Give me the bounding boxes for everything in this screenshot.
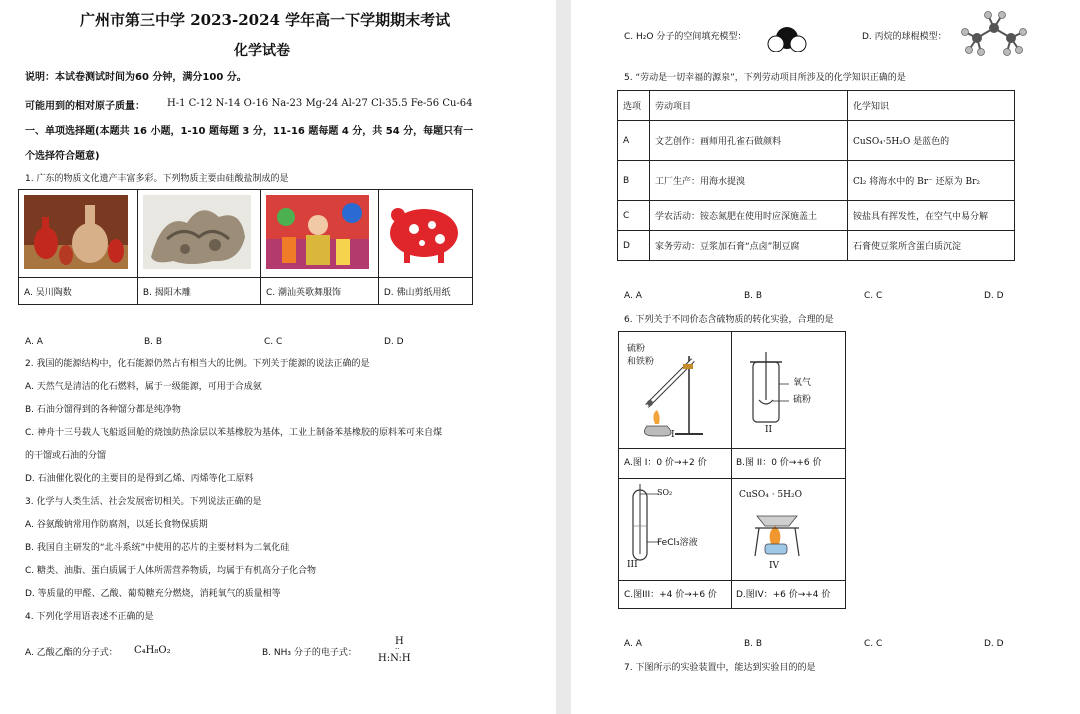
q6-answer-c: C. C bbox=[864, 639, 883, 649]
atomic-mass-values: H-1 C-12 N-14 O-16 Na-23 Mg-24 Al-27 Cl-35.5 Fe-56 Cu-64 bbox=[167, 98, 473, 109]
q2-option-b: B. 石油分馏得到的各种馏分都是纯净物 bbox=[25, 405, 181, 415]
q4-option-a-label: A. 乙酸乙酯的分子式： bbox=[25, 648, 118, 658]
q6-caption-d: D.图IV：+6 价→+4 价 bbox=[736, 590, 831, 600]
q5-answer-b: B. B bbox=[744, 291, 763, 301]
q3-option-c: C. 糖类、油脂、蛋白质属于人体所需营养物质，均属于有机高分子化合物 bbox=[25, 566, 317, 576]
q6-answer-b: B. B bbox=[744, 639, 763, 649]
question-6-figure-grid bbox=[618, 331, 846, 609]
question-5-stem: 5. “劳动是一切幸福的源泉”，下列劳动项目所涉及的化学知识正确的是 bbox=[624, 73, 906, 83]
exam-note: 说明：本试卷测试时间为60 分钟，满分100 分。 bbox=[25, 72, 247, 83]
q1-image-cell-d bbox=[378, 190, 472, 278]
question-1-stem: 1. 广东的物质文化遗产丰富多彩。下列物质主要由硅酸盐制成的是 bbox=[25, 174, 289, 184]
fig2-oxygen-label: 氧气 bbox=[793, 378, 812, 388]
question-6-stem: 6. 下列关于不同价态含硫物质的转化实验，合理的是 bbox=[624, 315, 834, 325]
papercut-image bbox=[384, 195, 464, 269]
q4-electron-formula-top: H bbox=[395, 636, 404, 647]
q1-option-d: D. 佛山剪纸用纸 bbox=[378, 278, 472, 305]
q5-row-b-labor: 工厂生产：用海水提溴 bbox=[650, 161, 848, 201]
q2-option-a: A. 天然气是清洁的化石燃料，属于一级能源，可用于合成氨 bbox=[25, 382, 262, 392]
q4-option-d-label: D. 丙烷的球棍模型： bbox=[862, 32, 947, 42]
q1-option-c: C. 潮汕英歌舞服饰 bbox=[260, 278, 378, 305]
q6-caption-b: B.图 II：0 价→+6 价 bbox=[736, 458, 822, 468]
q5-row-b-knowledge: Cl₂ 将海水中的 Br⁻ 还原为 Br₂ bbox=[848, 161, 1015, 201]
q1-image-cell-c bbox=[260, 190, 378, 278]
q5-row-c bbox=[618, 201, 1015, 231]
q1-option-b: B. 揭阳木雕 bbox=[137, 278, 260, 305]
fig3-gas-label: SO₂ bbox=[657, 488, 673, 497]
question-1-image-table bbox=[18, 189, 473, 305]
fig2-number: II bbox=[765, 425, 773, 435]
q6-answer-d: D. D bbox=[984, 639, 1004, 649]
q5-row-b bbox=[618, 161, 1015, 201]
question-4-stem: 4. 下列化学用语表述不正确的是 bbox=[25, 612, 154, 622]
q2-option-d: D. 石油催化裂化的主要目的是得到乙烯、丙烯等化工原料 bbox=[25, 474, 254, 484]
fig1-number: I bbox=[671, 430, 675, 440]
q5-row-c-knowledge: 铵盐具有挥发性，在空气中易分解 bbox=[848, 201, 1015, 231]
question-3-stem: 3. 化学与人类生活、社会发展密切相关。下列说法正确的是 bbox=[25, 497, 262, 507]
fig2-gas-jar-apparatus bbox=[745, 352, 795, 428]
q1-image-cell-a bbox=[19, 190, 138, 278]
pottery-image bbox=[24, 195, 128, 269]
propane-ball-stick-model bbox=[959, 10, 1029, 62]
question-2-stem: 2. 我国的能源结构中，化石能源仍然占有相当大的比例。下列关于能源的说法正确的是 bbox=[25, 359, 370, 369]
fig3-solution-label: FeCl₃溶液 bbox=[657, 538, 698, 548]
section-heading-cont: 个选择符合题意) bbox=[25, 151, 100, 162]
q4-option-c-label: C. H₂O 分子的空间填充模型： bbox=[624, 32, 747, 42]
q5-row-a-letter: A bbox=[618, 121, 650, 161]
q5-row-c-letter: C bbox=[618, 201, 650, 231]
q5-row-d-knowledge: 石膏使豆浆所含蛋白质沉淀 bbox=[848, 231, 1015, 261]
question-5-table bbox=[617, 90, 1015, 261]
fig4-crucible-heating-apparatus bbox=[749, 504, 805, 560]
fig1-label-2: 和铁粉 bbox=[627, 357, 655, 367]
q5-row-a-labor: 文艺创作：画师用孔雀石做颜料 bbox=[650, 121, 848, 161]
q5-header-option: 选项 bbox=[618, 91, 650, 121]
fig1-label-1: 硫粉 bbox=[627, 344, 646, 354]
q5-header-labor: 劳动项目 bbox=[650, 91, 848, 121]
water-space-filling-model bbox=[767, 22, 807, 52]
q5-row-d-letter: D bbox=[618, 231, 650, 261]
q2-option-c: C. 神舟十三号载人飞船返回舱的烧蚀防热涂层以苯基橡胶为基体，工业上制备苯基橡胶的原料苯可来自煤 bbox=[25, 428, 443, 438]
q5-row-c-labor: 学农活动：铵态氮肥在使用时应深施盖土 bbox=[650, 201, 848, 231]
q1-image-cell-b bbox=[137, 190, 260, 278]
q6-caption-c: C.图III：+4 价→+6 价 bbox=[624, 590, 717, 600]
q4-option-a-formula: C₄H₈O₂ bbox=[134, 645, 171, 656]
exam-title: 广州市第三中学 2023-2024 学年高一下学期期末考试 bbox=[80, 11, 451, 29]
q5-answer-d: D. D bbox=[984, 291, 1004, 301]
q4-option-b-label: B. NH₃ 分子的电子式： bbox=[262, 648, 357, 658]
q4-electron-formula-dots: ·· bbox=[395, 645, 400, 653]
q1-answer-c: C. C bbox=[264, 337, 283, 347]
q1-answer-a: A. A bbox=[25, 337, 43, 347]
q5-row-d bbox=[618, 231, 1015, 261]
fig4-label: CuSO₄ · 5H₂O bbox=[739, 490, 802, 500]
right-page bbox=[571, 0, 1080, 714]
fig2-sulfur-label: 硫粉 bbox=[793, 395, 812, 405]
fig1-test-tube-heating-apparatus bbox=[629, 350, 729, 442]
q2-option-c-cont: 的干馏或石油的分馏 bbox=[25, 451, 107, 461]
q5-row-b-letter: B bbox=[618, 161, 650, 201]
q1-option-a: A. 吴川陶数 bbox=[19, 278, 138, 305]
dance-costume-image bbox=[266, 195, 369, 269]
q5-answer-a: A. A bbox=[624, 291, 642, 301]
exam-subtitle: 化学试卷 bbox=[234, 43, 290, 59]
q5-header-knowledge: 化学知识 bbox=[848, 91, 1015, 121]
fig3-number: III bbox=[627, 560, 638, 570]
q1-answer-d: D. D bbox=[384, 337, 404, 347]
q5-row-d-labor: 家务劳动：豆浆加石膏“点卤”制豆腐 bbox=[650, 231, 848, 261]
q6-caption-a: A.图 I：0 价→+2 价 bbox=[624, 458, 707, 468]
q3-option-b: B. 我国自主研发的“北斗系统”中使用的芯片的主要材料为二氧化硅 bbox=[25, 543, 290, 553]
q3-option-d: D. 等质量的甲醛、乙酸、葡萄糖充分燃烧，消耗氧气的质量相等 bbox=[25, 589, 281, 599]
q3-option-a: A. 谷氨酸钠常用作防腐剂，以延长食物保质期 bbox=[25, 520, 208, 530]
q5-row-a-knowledge: CuSO₄·5H₂O 是蓝色的 bbox=[848, 121, 1015, 161]
q4-electron-formula-row: H:N:H bbox=[378, 653, 411, 664]
q6-answer-a: A. A bbox=[624, 639, 642, 649]
q1-answer-b: B. B bbox=[144, 337, 163, 347]
q5-row-a bbox=[618, 121, 1015, 161]
q5-answer-c: C. C bbox=[864, 291, 883, 301]
question-7-stem: 7. 下图所示的实验装置中，能达到实验目的的是 bbox=[624, 663, 816, 673]
woodcarving-image bbox=[143, 195, 251, 269]
fig4-number: IV bbox=[769, 561, 780, 571]
atomic-mass-label: 可能用到的相对原子质量： bbox=[25, 101, 145, 112]
section-heading: 一、单项选择题(本题共 16 小题，1-10 题每题 3 分，11-16 题每题 4 分，共 54 分，每题只有一 bbox=[25, 126, 474, 137]
